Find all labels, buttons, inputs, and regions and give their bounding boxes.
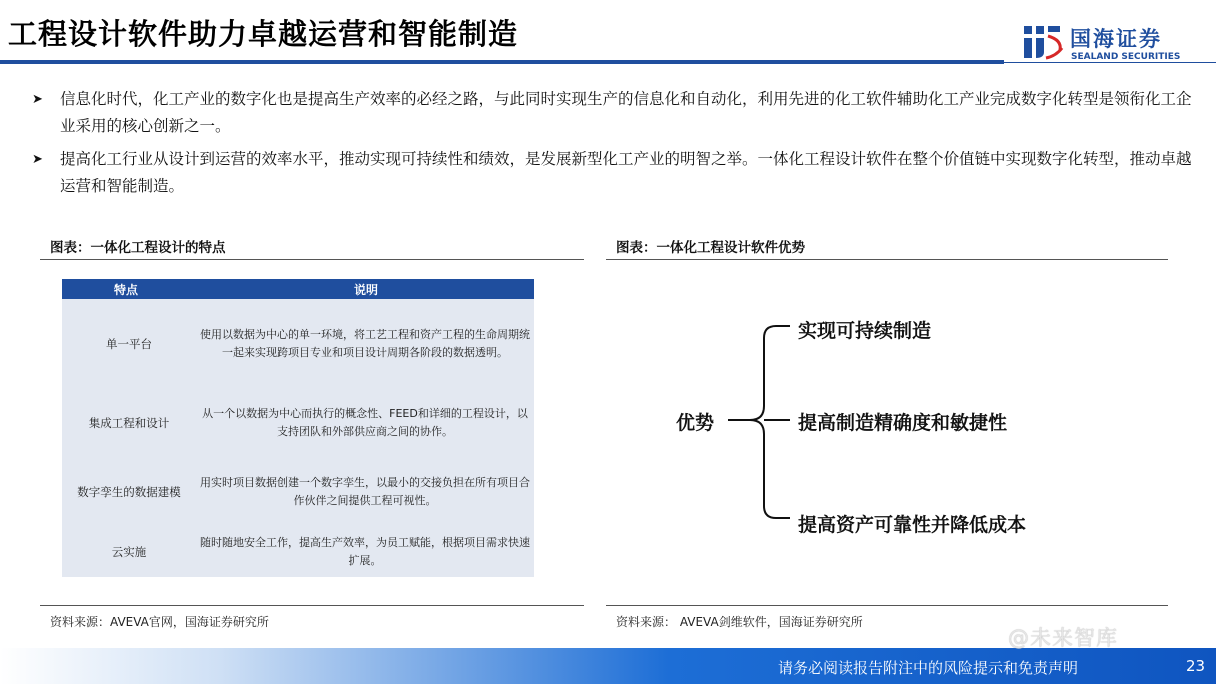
table-header-feature: 特点 bbox=[114, 283, 139, 297]
right-figure-top-rule bbox=[606, 259, 1168, 260]
sealand-logo-icon bbox=[1022, 22, 1064, 64]
table-cell-desc: 用实时项目数据创建一个数字孪生，以最小的交接负担在所有项目合作伙伴之间提供工程可视性。 bbox=[200, 476, 530, 507]
table-cell-feature: 集成工程和设计 bbox=[88, 416, 170, 430]
advantage-item: 实现可持续制造 bbox=[798, 320, 932, 342]
bullet-arrow-icon: ➤ bbox=[32, 92, 43, 107]
page-number: 23 bbox=[1186, 657, 1206, 675]
table-row bbox=[62, 309, 534, 379]
watermark: @未来智库 bbox=[1008, 626, 1118, 650]
table-header-desc: 说明 bbox=[354, 283, 379, 297]
bullet-text: 信息化时代，化工产业的数字化也是提高生产效率的必经之路，与此同时实现生产的信息化和自动化，利用先进的化工软件辅助化工产业完成数字化转型是领衔化工企业采用的核心创新之一。 bbox=[60, 90, 1192, 135]
footer-disclaimer: 请务必阅读报告附注中的风险提示和免责声明 bbox=[778, 659, 1079, 677]
page-title: 工程设计软件助力卓越运营和智能制造 bbox=[8, 17, 519, 51]
bracket-connector bbox=[720, 310, 800, 530]
table-cell-desc: 从一个以数据为中心而执行的概念性、FEED和详细的工程设计，以支持团队和外部供应商之间的协作。 bbox=[202, 407, 528, 438]
right-figure-source: 资料来源： AVEVA剑维软件，国海证券研究所 bbox=[616, 615, 863, 629]
table-cell-desc: 使用以数据为中心的单一环境，将工艺工程和资产工程的生命周期统一起来实现跨项目专业和项目设计周期各阶段的数据透明。 bbox=[200, 328, 530, 359]
table-cell-feature: 数字孪生的数据建模 bbox=[77, 485, 181, 499]
title-divider bbox=[0, 60, 1004, 64]
bullet-text: 提高化工行业从设计到运营的效率水平，推动实现可持续性和绩效，是发展新型化工产业的明智之举。一体化工程设计软件在整个价值链中实现数字化转型，推动卓越运营和智能制造。 bbox=[60, 150, 1192, 195]
bullet-list bbox=[32, 86, 1192, 206]
table-row bbox=[62, 388, 534, 458]
right-figure-bottom-rule bbox=[606, 605, 1168, 606]
right-figure-title: 图表：一体化工程设计软件优势 bbox=[616, 240, 805, 256]
advantage-item: 提高制造精确度和敏捷性 bbox=[798, 412, 1008, 434]
logo-text-en: SEALAND SECURITIES bbox=[1071, 52, 1181, 62]
table-cell-feature: 云实施 bbox=[111, 545, 147, 559]
advantage-root-label: 优势 bbox=[676, 412, 715, 434]
logo-text-cn: 国海证券 bbox=[1070, 27, 1162, 51]
left-figure-bottom-rule bbox=[40, 605, 584, 606]
bullet-item bbox=[32, 146, 1192, 200]
bullet-arrow-icon: ➤ bbox=[32, 152, 43, 167]
table-row bbox=[62, 517, 534, 587]
table-cell-desc: 随时随地安全工作，提高生产效率，为员工赋能，根据项目需求快速扩展。 bbox=[200, 536, 530, 567]
table-cell-feature: 单一平台 bbox=[106, 337, 152, 351]
bullet-item bbox=[32, 86, 1192, 140]
advantage-item: 提高资产可靠性并降低成本 bbox=[798, 514, 1027, 536]
left-figure-title: 图表：一体化工程设计的特点 bbox=[50, 240, 226, 256]
table-header bbox=[62, 279, 534, 299]
features-table bbox=[62, 279, 534, 577]
left-figure-top-rule bbox=[40, 259, 584, 260]
company-logo bbox=[1022, 22, 1197, 66]
left-figure-source: 资料来源：AVEVA官网，国海证券研究所 bbox=[50, 615, 269, 629]
